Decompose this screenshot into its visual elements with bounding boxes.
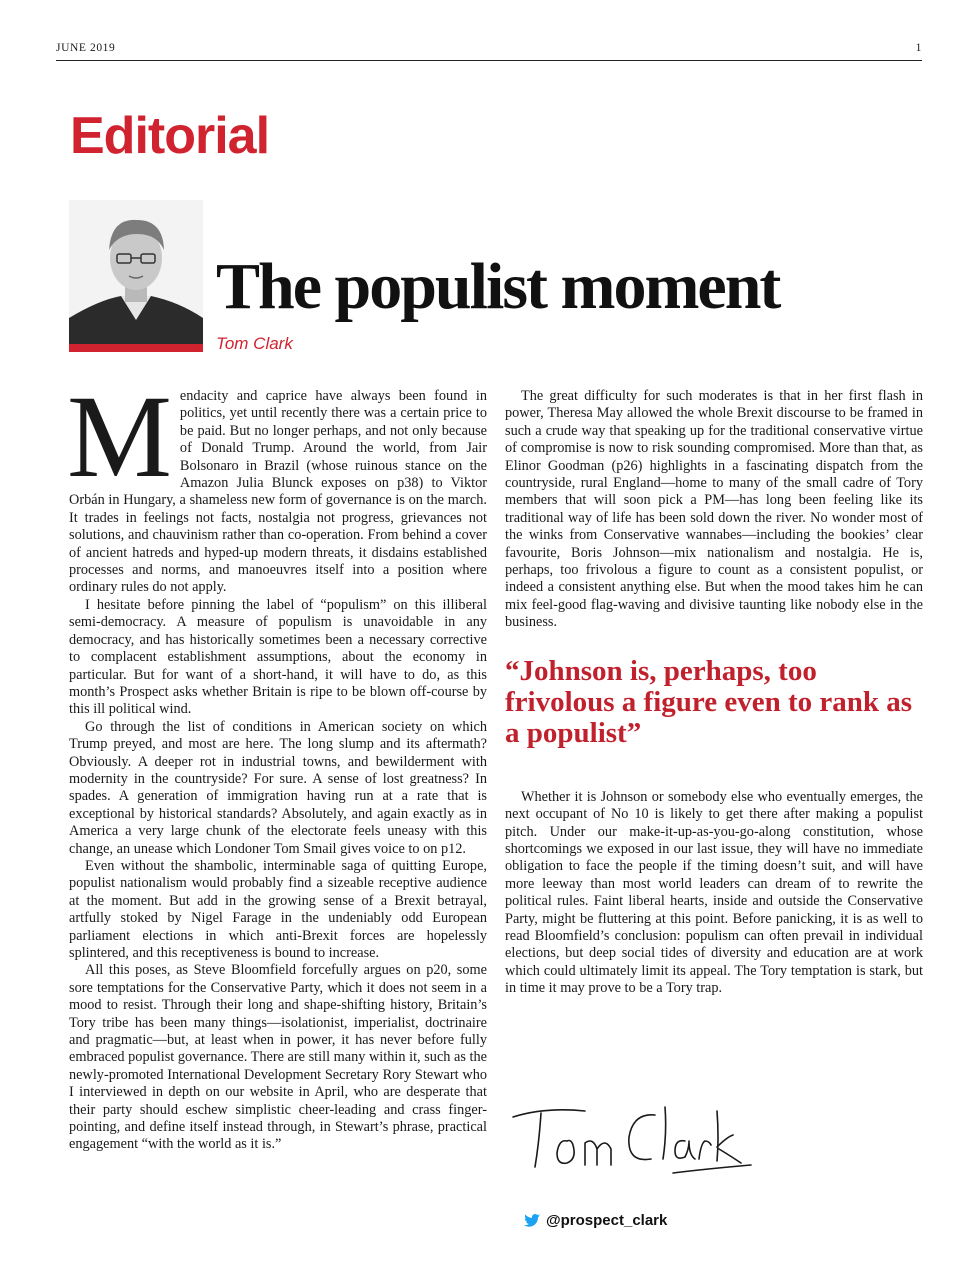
paragraph: Even without the shambolic, interminable saga of quitting Europe, populist nationalism would probably find a sizeable receptive audience at the moment. But add in the growing sense of a Brexit betrayal, artfully stoked by Nigel Farage in the undeniably odd European parliament elections in which anti-Brexit forces are hopelessly splintered, and this receptiveness is bound to increase. [69, 857, 487, 961]
issue-date: JUNE 2019 [56, 42, 116, 54]
page-number: 1 [915, 42, 922, 54]
author-photo [69, 200, 203, 352]
byline: Tom Clark [216, 334, 293, 353]
drop-cap: M [67, 371, 172, 502]
paragraph: Whether it is Johnson or somebody else who eventually emerges, the next occupant of No 10 is likely to get there after making a populist pitch. Under our make-it-up-as-you-go-along constitution, whose shortcomings we exposed in our last issue, they will have no immediate obligation to face the people if the timing doesn’t suit, and will have more leeway than most world leaders can dream of to rewrite the political rules. Faint liberal hearts, inside and outside the Conservative Party, might be fluttering at this point. Before panicking, it is as well to read Bloomfield’s conclusion: populism can often prevail in individual elections, but deep social tides of diversity and education are at work which could ultimately limit its appeal. The Tory temptation is stark, but in time it may prove to be a Tory trap. [505, 788, 923, 997]
paragraph: I hesitate before pinning the label of “populism” on this illiberal semi-democracy. A measure of populism is unavoidable in any democracy, and has historically sometimes been a necessary corrective to complacent establishment assumptions, about the economy in particular. But for want of a short-hand, it will have to do, as this month’s Prospect asks whether Britain is ripe to be blown off-course by this ill political wind. [69, 596, 487, 718]
paragraph [67, 371, 487, 597]
article-column-right [505, 388, 923, 998]
paragraph: All this poses, as Steve Bloomfield forcefully argues on p20, some sore temptations for the Conservative Party, which it does not seem in a mood to resist. Through their long and shape-shifting history, Britain’s Tory tribe has been many things—isolationist, imperialist, doctrinaire and pragmatic—but, at least when in power, it has never before fully embraced populist governance. There are still many within it, such as the newly-promoted International Development Secretary Rory Stewart who I interviewed in depth on our website in April, who are desperate that their party should eschew simplistic cheer-leading and crass finger-pointing, and define itself instead through, in Stewart’s phrase, practical engagement “with the world as it is.” [69, 962, 487, 1153]
running-header [56, 42, 922, 61]
paragraph: The great difficulty for such moderates is that in her first flash in power, Theresa May allowed the whole Brexit discourse to be framed in such a crude way that speaking up for the traditional conservative virtue of compromise is now to risk sounding compromised. More than that, as Elinor Goodman (p26) highlights in a fascinating dispatch from the countryside, rural England—home to many of the small cadre of Tory members that will soon pick a PM—has long been feeling like its traditional way of life has been sold down the river. No wonder most of the winks from Conservative wannabes—including the bookies’ clear favourite, Boris Johnson—mix nationalism and nostalgia. He is, perhaps, too frivolous a figure to count as a consistent populist, or indeed a consistent anything else. But when the mood takes him he can mix feel-good flag-waving and divisive taunting like nobody else in the business. [505, 388, 923, 631]
author-signature [505, 1093, 755, 1183]
article-column-left [67, 371, 487, 1154]
headline: The populist moment [216, 250, 780, 323]
paragraph-text: endacity and caprice have always been found in politics, yet until recently there was a certain price to be paid. But no longer perhaps, and not only because of Donald Trump. Around the world, from Jair Bolsonaro in Brazil (whose ruinous stance on the Amazon Julia Blunck exposes on p38) to Viktor Orbán in Hungary, a shameless new form of governance is on the march. It trades in feelings not facts, nostalgia not progress, grievances not solutions, and chauvinism rather than co-operation. From behind a cover of ancient hatreds and hyped-up modern threats, it disdains established processes and norms, and manoeuvres itself into a position where ordinary rules do not apply. [69, 388, 487, 596]
pull-quote: “Johnson is, perhaps, too frivolous a figure even to rank as a populist” [505, 654, 913, 749]
paragraph: Go through the list of conditions in American society on which Trump preyed, and most are here. The long slump and its aftermath? Obviously. A deeper rot in industrial towns, and bewilderment with modernity in the countryside? For sure. A sense of lost greatness? In spades. A generation of immigration having run at a rate that is exceptional by historical standards? Absolutely, and again exactly as in America a very large chunk of the electorate feels uneasy with this change, an unease which Londoner Tom Smail gives voice to on p12. [69, 718, 487, 857]
section-label: Editorial [70, 107, 270, 165]
twitter-handle-text: @prospect_clark [546, 1212, 668, 1229]
twitter-bird-icon [524, 1214, 540, 1227]
twitter-handle[interactable] [524, 1212, 667, 1229]
